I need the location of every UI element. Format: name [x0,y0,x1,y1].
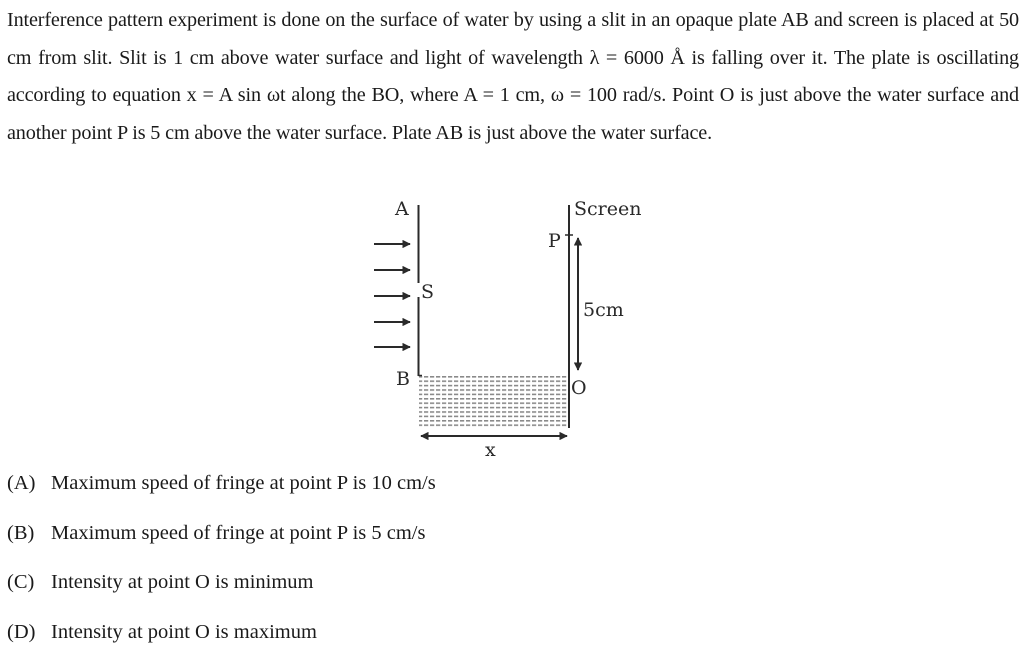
option-d-text: Intensity at point O is maximum [51,621,317,643]
answer-options [7,462,436,660]
option-a-text: Maximum speed of fringe at point P is 10 cm/s [51,472,436,494]
label-o: O [571,377,587,399]
option-a-letter: (A) [7,462,51,504]
option-d[interactable] [7,611,436,660]
incident-light-arrows [374,244,410,347]
label-b: B [396,368,410,390]
water-surface [419,376,568,427]
label-screen: Screen [574,198,641,220]
question-text: Interference pattern experiment is done on the surface of water by using a slit in an opaque plate AB and screen is placed at 50 cm from slit. Slit is 1 cm above water surface and light of wavelength λ = 6000 Å is falling over it. The plate is oscillating according to equation x = A sin ωt along the BO, where A = 1 cm, ω = 100 rad/s. Point O is just above the water surface and another point P is 5 cm above the water surface. Plate AB is just above the water surface. [7,2,1019,152]
label-s: S [421,281,434,303]
option-c-letter: (C) [7,561,51,603]
option-c[interactable] [7,561,436,611]
option-a[interactable] [7,462,436,512]
label-x: x [485,439,496,461]
label-a: A [394,198,409,220]
label-p: P [548,230,561,252]
option-c-text: Intensity at point O is minimum [51,571,314,593]
label-5cm: 5cm [583,299,624,321]
option-b[interactable] [7,512,436,562]
option-b-text: Maximum speed of fringe at point P is 5 cm/s [51,522,425,544]
option-d-letter: (D) [7,611,51,653]
option-b-letter: (B) [7,512,51,554]
